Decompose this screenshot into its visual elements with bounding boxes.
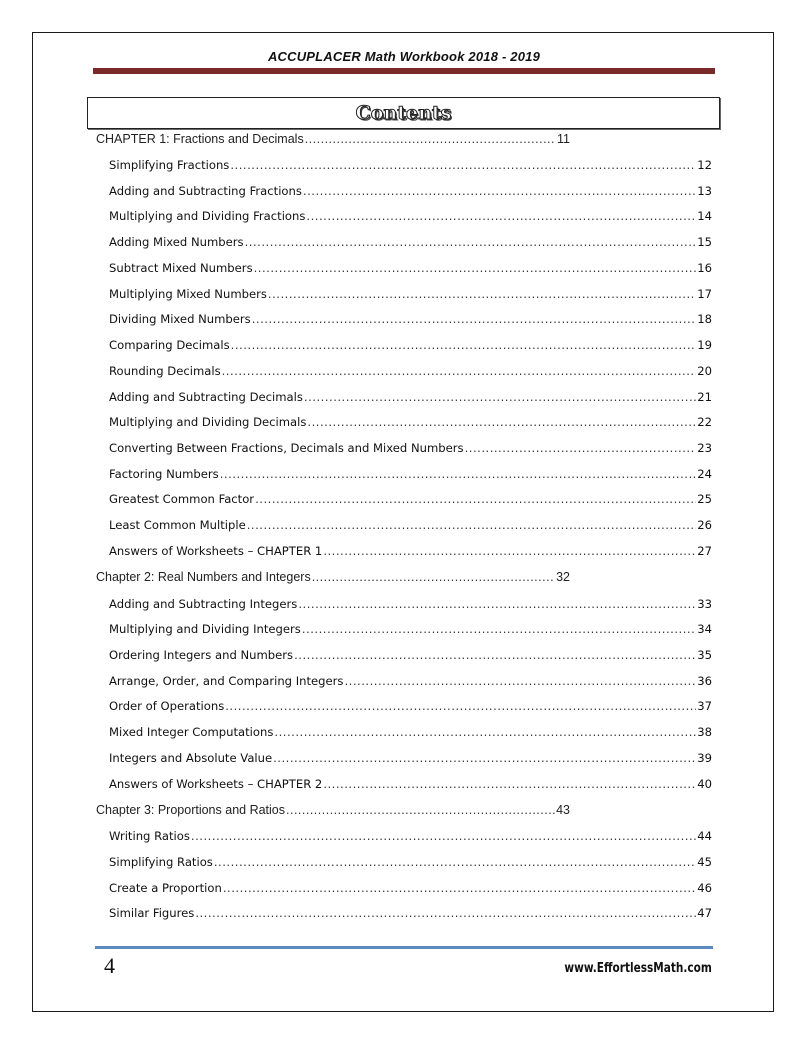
toc-section-entry[interactable] (109, 518, 712, 532)
toc-entry-page: 36 (697, 674, 712, 688)
toc-leader-dots (312, 570, 555, 584)
toc-entry-page: 38 (697, 725, 712, 739)
toc-leader-dots (245, 235, 697, 249)
toc-chapter-entry[interactable] (96, 570, 570, 584)
toc-section-entry[interactable] (109, 364, 712, 378)
toc-chapter-entry[interactable] (96, 132, 570, 146)
toc-leader-dots (307, 415, 696, 429)
toc-entry-title: Adding and Subtracting Fractions (109, 184, 302, 198)
toc-entry-title: Multiplying and Dividing Fractions (109, 209, 306, 223)
toc-section-entry[interactable] (109, 287, 712, 301)
toc-leader-dots (306, 209, 696, 223)
toc-leader-dots (225, 699, 696, 713)
toc-leader-dots (220, 467, 697, 481)
toc-entry-page: 39 (697, 751, 712, 765)
toc-section-entry[interactable] (109, 415, 712, 429)
toc-entry-page: 16 (697, 261, 712, 275)
toc-entry-page: 11 (557, 132, 570, 146)
toc-entry-page: 20 (697, 364, 712, 378)
toc-entry-page: 43 (556, 803, 570, 817)
toc-entry-page: 40 (697, 777, 712, 791)
toc-entry-title: Least Common Multiple (109, 518, 246, 532)
toc-entry-title: Arrange, Order, and Comparing Integers (109, 674, 344, 688)
toc-section-entry[interactable] (109, 777, 712, 791)
toc-entry-title: Adding and Subtracting Decimals (109, 390, 303, 404)
toc-section-entry[interactable] (109, 312, 712, 326)
toc-entry-title: Answers of Worksheets – CHAPTER 2 (109, 777, 323, 791)
toc-entry-page: 18 (697, 312, 712, 326)
toc-entry-page: 44 (697, 829, 712, 843)
toc-entry-page: 25 (697, 492, 712, 506)
toc-entry-page: 34 (697, 622, 712, 636)
toc-leader-dots (323, 777, 696, 791)
page-number: 4 (104, 953, 115, 978)
toc-leader-dots (255, 492, 696, 506)
toc-section-entry[interactable] (109, 158, 712, 172)
toc-leader-dots (247, 518, 697, 532)
toc-section-entry[interactable] (109, 544, 712, 558)
toc-leader-dots (305, 132, 556, 146)
toc-leader-dots (268, 287, 696, 301)
toc-section-entry[interactable] (109, 622, 712, 636)
toc-entry-title: Integers and Absolute Value (109, 751, 273, 765)
contents-heading: Contents (355, 102, 452, 124)
footer-rule (95, 946, 713, 949)
toc-leader-dots (465, 441, 697, 455)
toc-entry-title: Subtract Mixed Numbers (109, 261, 253, 275)
toc-entry-page: 45 (697, 855, 712, 869)
toc-entry-title: Chapter 2: Real Numbers and Integers (96, 570, 311, 584)
toc-entry-title: Multiplying and Dividing Decimals (109, 415, 307, 429)
toc-entry-title: Factoring Numbers (109, 467, 219, 481)
toc-leader-dots (222, 364, 697, 378)
toc-leader-dots (230, 158, 696, 172)
toc-entry-title: Create a Proportion (109, 881, 222, 895)
toc-leader-dots (231, 338, 697, 352)
toc-section-entry[interactable] (109, 338, 712, 352)
toc-entry-title: Order of Operations (109, 699, 225, 713)
toc-entry-title: Writing Ratios (109, 829, 190, 843)
toc-section-entry[interactable] (109, 906, 712, 920)
toc-entry-page: 46 (697, 881, 712, 895)
toc-entry-page: 23 (697, 441, 712, 455)
toc-leader-dots (294, 648, 696, 662)
toc-section-entry[interactable] (109, 261, 712, 275)
toc-entry-title: Adding and Subtracting Integers (109, 597, 298, 611)
toc-entry-title: Simplifying Ratios (109, 855, 213, 869)
toc-section-entry[interactable] (109, 648, 712, 662)
toc-leader-dots (298, 597, 696, 611)
toc-section-entry[interactable] (109, 751, 712, 765)
toc-entry-title: Mixed Integer Computations (109, 725, 274, 739)
toc-entry-title: Simplifying Fractions (109, 158, 230, 172)
toc-entry-page: 21 (697, 390, 712, 404)
toc-leader-dots (195, 906, 696, 920)
toc-section-entry[interactable] (109, 725, 712, 739)
toc-section-entry[interactable] (109, 829, 712, 843)
toc-entry-page: 37 (697, 699, 712, 713)
toc-entry-title: Rounding Decimals (109, 364, 221, 378)
toc-leader-dots (274, 725, 696, 739)
toc-section-entry[interactable] (109, 597, 712, 611)
toc-entry-title: CHAPTER 1: Fractions and Decimals (96, 132, 304, 146)
toc-section-entry[interactable] (109, 492, 712, 506)
toc-entry-page: 47 (697, 906, 712, 920)
toc-entry-page: 32 (556, 570, 570, 584)
toc-entry-title: Dividing Mixed Numbers (109, 312, 251, 326)
toc-section-entry[interactable] (109, 235, 712, 249)
toc-entry-title: Converting Between Fractions, Decimals and Mixed Numbers (109, 441, 464, 455)
toc-entry-title: Chapter 3: Proportions and Ratios (96, 803, 285, 817)
toc-entry-page: 26 (697, 518, 712, 532)
toc-entry-title: Adding Mixed Numbers (109, 235, 244, 249)
running-header: ACCUPLACER Math Workbook 2018 - 2019 (267, 49, 541, 64)
toc-chapter-entry[interactable] (96, 803, 570, 817)
toc-entry-page: 12 (697, 158, 712, 172)
contents-heading-box (87, 97, 720, 129)
toc-entry-page: 14 (697, 209, 712, 223)
toc-leader-dots (302, 622, 696, 636)
toc-leader-dots (273, 751, 696, 765)
website-url[interactable]: www.EffortlessMath.com (564, 961, 712, 976)
toc-entry-page: 17 (697, 287, 712, 301)
toc-leader-dots (191, 829, 696, 843)
toc-leader-dots (214, 855, 696, 869)
toc-leader-dots (223, 881, 696, 895)
toc-section-entry[interactable] (109, 855, 712, 869)
toc-section-entry[interactable] (109, 184, 712, 198)
toc-entry-page: 19 (697, 338, 712, 352)
toc-leader-dots (303, 184, 696, 198)
toc-entry-title: Greatest Common Factor (109, 492, 255, 506)
header-rule (93, 68, 715, 74)
toc-entry-title: Answers of Worksheets – CHAPTER 1 (109, 544, 323, 558)
toc-leader-dots (286, 803, 555, 817)
toc-entry-page: 33 (697, 597, 712, 611)
toc-section-entry[interactable] (109, 881, 712, 895)
toc-leader-dots (304, 390, 696, 404)
toc-section-entry[interactable] (109, 467, 712, 481)
toc-section-entry[interactable] (109, 209, 712, 223)
toc-entry-page: 27 (697, 544, 712, 558)
toc-entry-title: Comparing Decimals (109, 338, 230, 352)
toc-entry-page: 15 (697, 235, 712, 249)
toc-entry-title: Ordering Integers and Numbers (109, 648, 294, 662)
toc-entry-title: Multiplying Mixed Numbers (109, 287, 267, 301)
toc-leader-dots (252, 312, 697, 326)
toc-leader-dots (344, 674, 696, 688)
toc-section-entry[interactable] (109, 390, 712, 404)
toc-entry-page: 13 (697, 184, 712, 198)
toc-section-entry[interactable] (109, 674, 712, 688)
toc-entry-page: 22 (697, 415, 712, 429)
toc-section-entry[interactable] (109, 441, 712, 455)
toc-leader-dots (323, 544, 696, 558)
toc-entry-title: Multiplying and Dividing Integers (109, 622, 301, 636)
toc-leader-dots (254, 261, 697, 275)
toc-entry-title: Similar Figures (109, 906, 195, 920)
toc-entry-page: 24 (697, 467, 712, 481)
toc-section-entry[interactable] (109, 699, 712, 713)
toc-entry-page: 35 (697, 648, 712, 662)
